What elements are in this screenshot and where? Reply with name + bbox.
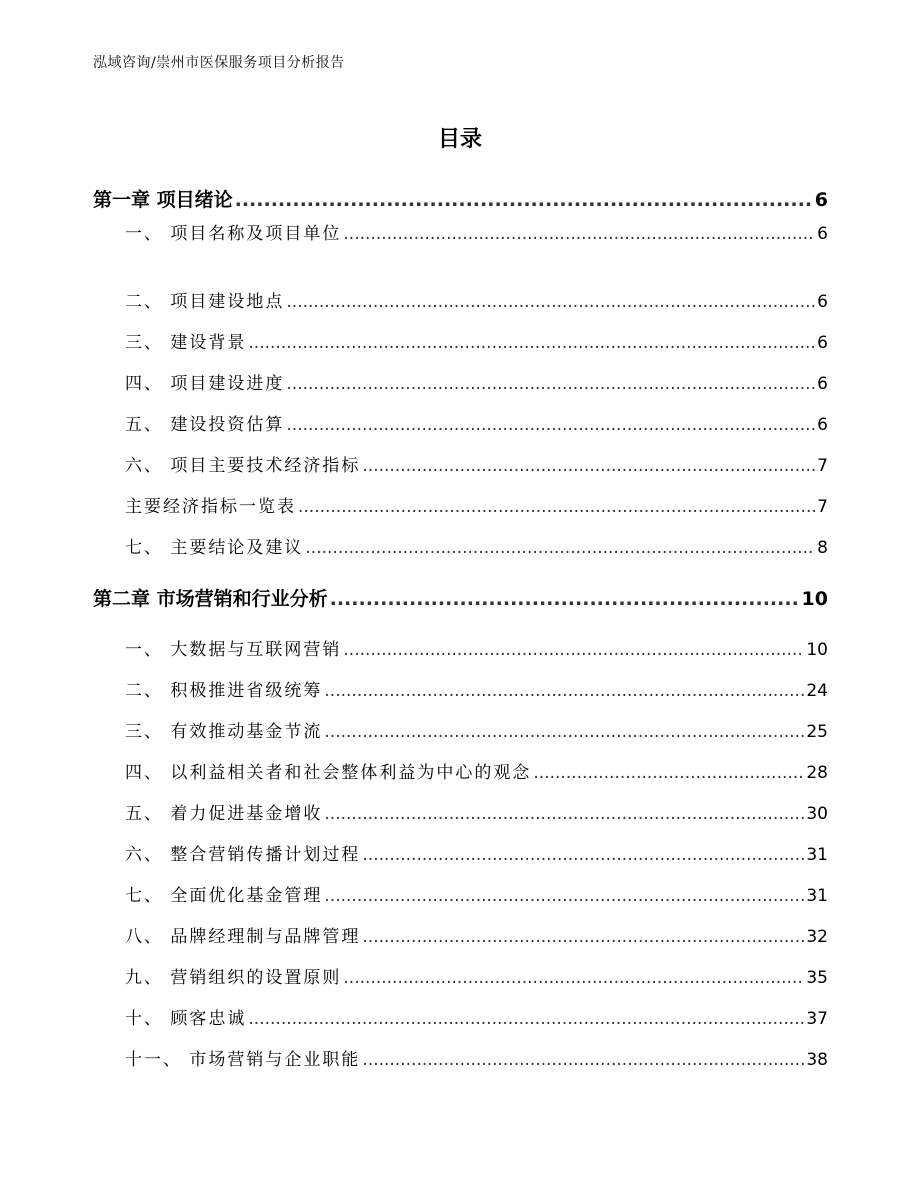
- toc-leader: [362, 927, 804, 947]
- page-title: 目录: [437, 127, 482, 152]
- toc-entry[interactable]: [125, 717, 828, 742]
- toc-label: 五、 着力促进基金增收: [125, 804, 323, 824]
- toc-label: 九、 营销组织的设置原则: [125, 968, 342, 988]
- toc-page-number: 6: [817, 224, 828, 244]
- toc-page-number: 28: [806, 763, 828, 783]
- toc-label: 三、 有效推动基金节流: [125, 722, 323, 742]
- toc-leader: [324, 886, 804, 906]
- toc-label: 六、 整合营销传播计划过程: [125, 845, 361, 865]
- toc-label: 第一章 项目绪论: [93, 189, 233, 211]
- toc-entry[interactable]: [125, 369, 828, 394]
- toc-entry[interactable]: [125, 635, 828, 660]
- toc-page-number: 6: [817, 292, 828, 312]
- toc-chapter-2[interactable]: [93, 584, 828, 611]
- toc-page-number: 7: [817, 497, 828, 517]
- toc-page-number: 25: [806, 722, 828, 742]
- toc-entry[interactable]: [125, 410, 828, 435]
- toc-page-number: 24: [806, 681, 828, 701]
- toc-leader: [286, 415, 815, 435]
- toc-label: 六、 项目主要技术经济指标: [125, 456, 361, 476]
- toc-entry[interactable]: [125, 922, 828, 947]
- toc-page-number: 10: [801, 588, 828, 610]
- toc-leader: [286, 292, 815, 312]
- toc-page-number: 35: [806, 968, 828, 988]
- toc-label: 第二章 市场营销和行业分析: [93, 588, 328, 610]
- toc-label: 十一、 市场营销与企业职能: [125, 1050, 361, 1070]
- toc-entry[interactable]: [125, 287, 828, 312]
- toc-leader: [330, 588, 800, 610]
- toc-leader: [235, 189, 813, 211]
- toc-leader: [343, 968, 804, 988]
- toc-entry[interactable]: [125, 799, 828, 824]
- toc-entry[interactable]: [125, 219, 828, 244]
- toc-label: 一、 大数据与互联网营销: [125, 640, 342, 660]
- toc-page-number: 6: [817, 374, 828, 394]
- toc-label: 四、 项目建设进度: [125, 374, 285, 394]
- toc-page-number: 31: [806, 845, 828, 865]
- toc-leader: [362, 845, 804, 865]
- toc-page-number: 32: [806, 927, 828, 947]
- toc-leader: [248, 1009, 804, 1029]
- toc-label: 三、 建设背景: [125, 333, 247, 353]
- toc-entry[interactable]: [125, 1004, 828, 1029]
- toc-label: 五、 建设投资估算: [125, 415, 285, 435]
- toc-page-number: 7: [817, 456, 828, 476]
- toc-label: 七、 全面优化基金管理: [125, 886, 323, 906]
- toc-entry[interactable]: [125, 533, 828, 558]
- toc-entry[interactable]: [125, 840, 828, 865]
- page-header: 泓域咨询/崇州市医保服务项目分析报告: [93, 55, 345, 71]
- toc-leader: [343, 224, 815, 244]
- toc-entry[interactable]: [125, 881, 828, 906]
- toc-leader: [298, 497, 815, 517]
- toc-label: 七、 主要结论及建议: [125, 538, 304, 558]
- toc-leader: [362, 1050, 804, 1070]
- toc-label: 十、 顾客忠诚: [125, 1009, 247, 1029]
- toc-leader: [248, 333, 815, 353]
- toc-page-number: 31: [806, 886, 828, 906]
- toc-entry[interactable]: [125, 492, 828, 517]
- toc-page-number: 37: [806, 1009, 828, 1029]
- toc-leader: [533, 763, 804, 783]
- toc-label: 四、 以利益相关者和社会整体利益为中心的观念: [125, 763, 532, 783]
- toc-leader: [324, 681, 804, 701]
- toc-entry[interactable]: [125, 963, 828, 988]
- toc-label: 主要经济指标一览表: [125, 497, 296, 517]
- toc-label: 二、 项目建设地点: [125, 292, 285, 312]
- toc-label: 二、 积极推进省级统筹: [125, 681, 323, 701]
- toc-chapter-1[interactable]: [93, 185, 828, 212]
- toc-entry[interactable]: [125, 451, 828, 476]
- toc-page-number: 6: [817, 415, 828, 435]
- toc-entry[interactable]: [125, 328, 828, 353]
- toc-label: 八、 品牌经理制与品牌管理: [125, 927, 361, 947]
- toc-leader: [286, 374, 815, 394]
- toc-page-number: 6: [817, 333, 828, 353]
- toc-page-number: 38: [806, 1050, 828, 1070]
- toc-label: 一、 项目名称及项目单位: [125, 224, 342, 244]
- toc-entry[interactable]: [125, 758, 828, 783]
- toc-leader: [305, 538, 815, 558]
- toc-leader: [324, 804, 804, 824]
- toc-leader: [343, 640, 804, 660]
- toc-page-number: 10: [806, 640, 828, 660]
- toc-page-number: 8: [817, 538, 828, 558]
- toc-page-number: 6: [814, 189, 828, 211]
- toc-leader: [362, 456, 815, 476]
- toc-leader: [324, 722, 804, 742]
- toc-entry[interactable]: [125, 1045, 828, 1070]
- toc-page-number: 30: [806, 804, 828, 824]
- toc-entry[interactable]: [125, 676, 828, 701]
